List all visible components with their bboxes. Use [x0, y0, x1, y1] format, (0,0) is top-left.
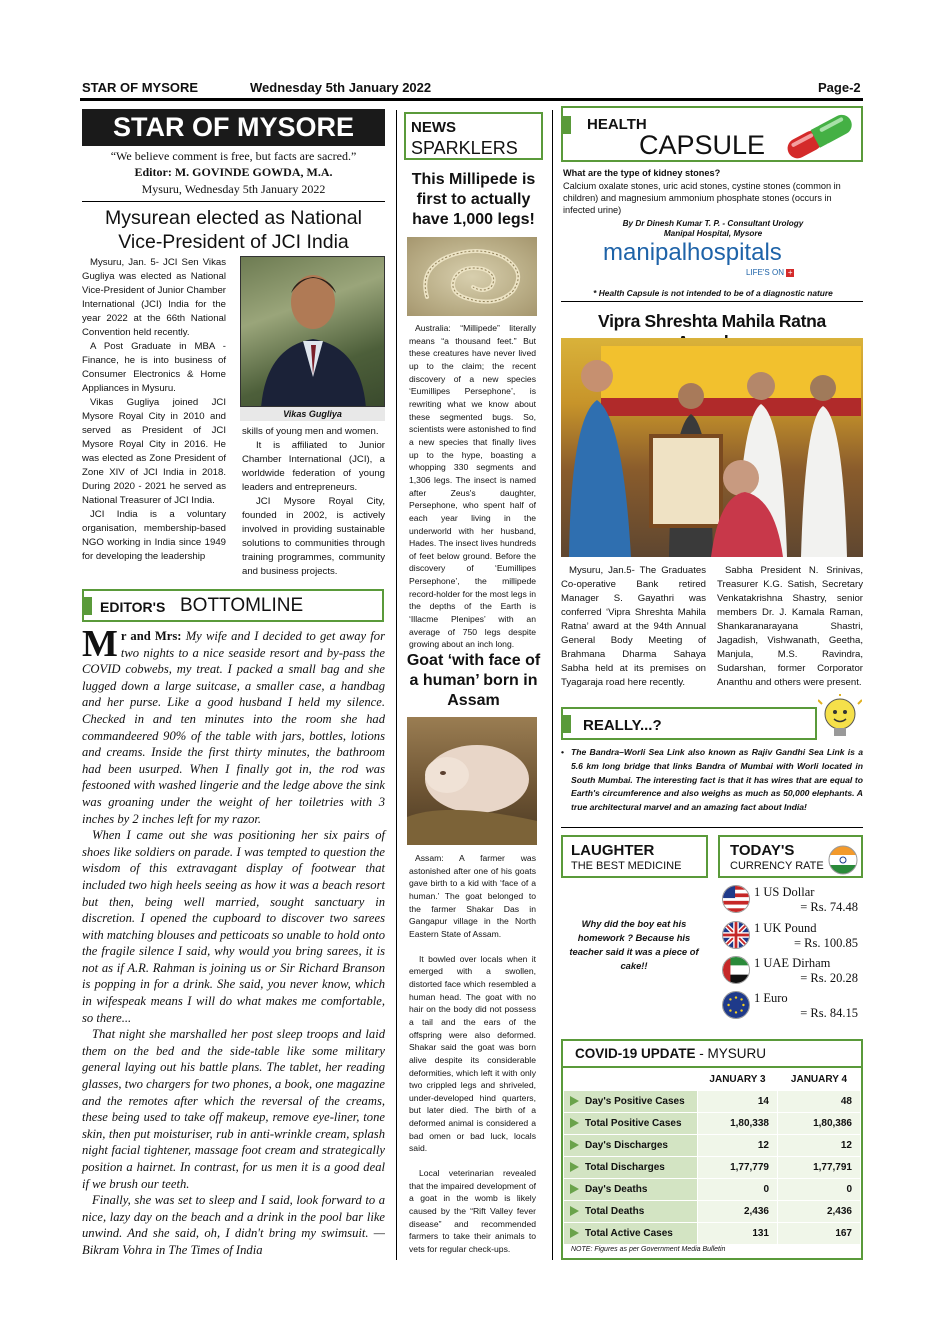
masthead-motto: “We believe comment is free, but facts are sacred.” — [110, 149, 357, 163]
covid-value: 12 — [698, 1135, 778, 1157]
goat-photo — [407, 717, 537, 845]
uk-flag-icon — [722, 921, 750, 949]
currency-name: 1 UK Pound — [754, 921, 817, 935]
dropcap: M — [82, 623, 118, 665]
sparklers-title-box — [404, 112, 543, 160]
jci-paragraph: skills of young men and women. — [242, 426, 379, 437]
really-text — [561, 746, 863, 815]
health-title-box — [561, 106, 863, 162]
person-portrait-icon — [241, 257, 385, 407]
covid-value: 1,80,338 — [698, 1113, 778, 1135]
bottomline-lead: r and Mrs: — [120, 629, 182, 643]
masthead-dateline: Mysuru, Wednesday 5th January 2022 — [141, 182, 326, 196]
table-row — [564, 1113, 861, 1135]
title-accent — [82, 597, 92, 615]
laughter-joke: Why did the boy eat his homework ? Because his teacher said it was a piece of cake!! — [569, 918, 699, 971]
covid-value: 167 — [778, 1223, 861, 1245]
millipede-body — [409, 322, 536, 651]
jci-column-2 — [242, 425, 385, 579]
millipede-paragraph: Australia: “Millipede” literally means “a thousand feet.” But these creatures have never lived up to the claim; the recent discovery of a new species ‘Eumillipes Persephone’, is rewriting what we know about these segmented bugs. So, scientists were astonished to find a new species that finally lives up to the hype, boasting a whopping 330 segments and 1,306 legs. The insect is named after Zeus's daughter, Persephone, who spent half of each year living in the underworld with her husband, Hades. The insect lives hundreds of feet below ground. Before the discovery of ‘Eumillipes Persephone’, the millipede record-holder for the most legs in the depths of the Earth is ‘Illacme Plenipes’ with an average of 750 legs despite growing about an inch long. — [409, 323, 536, 650]
covid-value: 12 — [778, 1135, 861, 1157]
title-accent — [561, 715, 571, 733]
arrow-right-icon — [570, 1140, 579, 1150]
laughter-title: LAUGHTER — [571, 842, 655, 859]
manipal-logo-b: hospitals — [687, 239, 782, 266]
laughter-subtitle: THE BEST MEDICINE — [571, 860, 682, 872]
vipra-column-2 — [717, 564, 863, 690]
arrow-right-icon — [570, 1228, 579, 1238]
covid-value: 2,436 — [778, 1201, 861, 1223]
currency-row-usd — [720, 883, 862, 917]
currency-value: = Rs. 100.85 — [793, 936, 858, 950]
covid-header-blank — [564, 1069, 698, 1091]
arrow-right-icon — [570, 1206, 579, 1216]
covid-row-label: Total Deaths — [564, 1201, 698, 1223]
jci-column-1 — [82, 256, 226, 564]
section-rule — [561, 827, 863, 828]
covid-title — [563, 1041, 861, 1068]
plus-cross-icon: + — [787, 267, 793, 277]
jci-paragraph: It is affiliated to Junior Chamber International (JCI), a worldwide federation of young leaders and entrepreneurs. — [242, 440, 385, 493]
health-label-b: CAPSULE — [639, 130, 766, 160]
covid-value: 1,77,779 — [698, 1157, 778, 1179]
bottomline-paragraph: Finally, she was set to sleep and I said, look forward to a nice, lazy day on the beach and a drink in the pool bar like unwind. And she said, oh, I didn't bring my swimsuit. — Bikram Vohra in The Times of India — [82, 1193, 385, 1257]
covid-value: 0 — [698, 1179, 778, 1201]
vipra-paragraph: Sabha President N. Srinivas, Treasurer K.G. Satish, Secretary Venkatakrishna Shastry, senior members Dr. J. Kamala Raman, Shankaranarayana Shastri, Jagadish, Vishwanath, Geetha, Manjula, M.S. Ravindra, Sudarshan, former Corporator Ananthu and others were present. — [717, 565, 863, 688]
bottomline-paragraph: That night she marshalled her post sleep troops and laid them on the bed and the side-table like some military general laying out his battle plans. The tablet, her reading glasses, two chargers for two phones, a book, one magazine and the remotes after which the reversal of the creams, these being used to take off makeup, remove eye-liner, tone skin, then put moisturiser, rub in anti-wrinkle cream, splash night facial tightener, massage foot cream and strategically position a hairnet. In contrast, for us men it is a good deal if we brush our teeth. — [82, 1027, 385, 1191]
bottomline-title-box — [82, 589, 384, 622]
goat-paragraph: Local veterinarian revealed that the impaired development of a goat in the womb is likely caused by the “Rift Valley fever disease” and recommended farmers to take their animals to vets for regular check-ups. — [409, 1168, 536, 1255]
eu-flag-icon — [722, 991, 750, 1019]
column-divider — [552, 110, 553, 1260]
currency-name: 1 Euro — [754, 991, 788, 1005]
covid-value: 1,77,791 — [778, 1157, 861, 1179]
laughter-title-box — [561, 835, 708, 878]
table-row — [564, 1157, 861, 1179]
currency-title: TODAY'S — [730, 842, 795, 859]
covid-note: NOTE: Figures as per Government Media Bulletin — [571, 1246, 726, 1253]
masthead-editor: Editor: M. GOVINDE GOWDA, M.A. — [134, 165, 333, 179]
bottomline-paragraph: When I came out she was positioning her six pairs of shoes like soldiers on parade. I was tempted to question the wisdom of this extravagant display of footwear that included two high heels seeing as how it was a beach resort but then, being well married, sought sanctuary in discretion. I opened the cupboard to discover two sarees with matching blouses and petticoats so unable to hold onto the fragile silence I said, why would you bring sarees, it is not as if A.R. Rahman is joining us or Sir Richard Branson is popping in for a drink. She said, you never know, which in wifespeak means I will do what makes me comfortable, so there... — [82, 828, 385, 1025]
goat-paragraph: It bowled over locals when it emerged with a swollen, distorted face which resembled a human head. The goat with no hair on the body did not possess a tail and the ears of the offspring were also deformed. Shakar said the goat was born alive despite its considerable deformities, which left it with only two crippled legs and shriveled, under-developed hind quarters, but later died. The birth of a deformed animal is considered a bad omen or bad luck, locals said. — [409, 953, 536, 1154]
jci-paragraph: JCI India is a voluntary organisation, membership-based NGO working in India since 1949 for developing the leadership — [82, 509, 226, 562]
covid-table-header — [564, 1069, 861, 1091]
covid-row-label: Total Active Cases — [564, 1223, 698, 1245]
currency-name: 1 UAE Dirham — [754, 956, 831, 970]
covid-row-label: Total Positive Cases — [564, 1113, 698, 1135]
goat-headline: Goat ‘with face of a human’ born in Assam — [406, 652, 541, 709]
jci-paragraph: Vikas Gugliya joined JCI Mysore Royal City in 2010 and served as President of JCI Mysore Royal City in 2016. He was elected as Zone President of Zone XIV of JCI India in 2018. During 2020 - 2021 he served as National Treasurer of JCI India. — [82, 397, 226, 506]
india-flag-icon — [828, 845, 858, 875]
covid-value: 1,80,386 — [778, 1113, 861, 1135]
arrow-right-icon — [570, 1118, 579, 1128]
award-ceremony-photo — [561, 338, 863, 557]
covid-value: 48 — [778, 1091, 861, 1113]
manipal-logo-a: manipal — [603, 239, 688, 266]
title-accent — [561, 116, 571, 134]
masthead-rule — [82, 201, 385, 202]
covid-row-label: Day's Discharges — [564, 1135, 698, 1157]
goat-paragraph: Assam: A farmer was astonished after one of his goats gave birth to a kid with ‘face of a human.’ The goat belonged to the farmer Shakar Das in Gangapur village in the North Eastern State of Assam. — [409, 853, 536, 939]
manipal-tagline — [746, 268, 794, 277]
goat-body — [409, 852, 536, 1256]
lightbulb-icon — [818, 694, 862, 744]
covid-update-box — [561, 1039, 863, 1260]
table-row — [564, 1201, 861, 1223]
covid-row-label: Total Discharges — [564, 1157, 698, 1179]
currency-row-eur — [720, 989, 862, 1023]
arrow-right-icon — [570, 1162, 579, 1172]
covid-title-a: COVID-19 UPDATE — [575, 1046, 696, 1061]
currency-row-gbp — [720, 919, 862, 953]
currency-value: = Rs. 20.28 — [800, 971, 858, 985]
vipra-headline: Vipra Shreshta Mahila Ratna — [598, 311, 826, 331]
bullet-icon: • — [561, 747, 565, 757]
covid-value: 2,436 — [698, 1201, 778, 1223]
arrow-right-icon — [570, 1184, 579, 1194]
covid-row-label: Day's Deaths — [564, 1179, 698, 1201]
covid-header-jan3: JANUARY 3 — [698, 1069, 778, 1091]
millipede-photo — [407, 237, 537, 316]
currency-value: = Rs. 74.48 — [800, 900, 858, 914]
bottomline-body — [82, 623, 385, 1259]
us-flag-icon — [722, 885, 750, 913]
jci-paragraph: JCI Mysore Royal City, founded in 2002, is actively involved in providing sustainable solutions to communities through training programmes, community and business projects. — [242, 496, 385, 577]
table-row — [564, 1135, 861, 1157]
manipal-logo — [603, 238, 782, 268]
health-hospital: Manipal Hospital, Mysore — [663, 229, 763, 238]
section-rule — [561, 301, 863, 302]
covid-value: 14 — [698, 1091, 778, 1113]
currency-name: 1 US Dollar — [754, 885, 815, 899]
covid-value: 131 — [698, 1223, 778, 1245]
table-row — [564, 1223, 861, 1245]
vikas-gugliya-photo — [240, 256, 385, 407]
photo-caption: Vikas Gugliya — [240, 407, 385, 421]
covid-value: 0 — [778, 1179, 861, 1201]
masthead-title: STAR OF MYSORE — [82, 109, 385, 146]
sparklers-label-b: SPARKLERS — [411, 138, 518, 158]
health-label-a: HEALTH — [587, 116, 647, 133]
table-row — [564, 1091, 861, 1113]
goat-kid-icon — [407, 717, 537, 845]
capsule-pill-icon — [779, 112, 863, 162]
health-byline: By Dr Dinesh Kumar T. P. - Consultant Urology — [622, 219, 804, 228]
covid-table — [563, 1068, 861, 1245]
award-ceremony-icon — [561, 338, 863, 557]
header-paper-name: STAR OF MYSORE — [82, 80, 199, 95]
bottomline-title-b: BOTTOMLINE — [180, 595, 304, 616]
covid-header-jan4: JANUARY 4 — [778, 1069, 861, 1091]
really-body: The Bandra–Worli Sea Link also known as Rajiv Gandhi Sea Link is a 5.6 km long bridge that links Bandra of Mumbai with Worli located in South Mumbai. The interesting fact is that it has wires that are equal to Earth's circumference and also weighs as much as 50,000 elephants. A true architectural marvel and an amazing fact about India! — [571, 747, 863, 813]
currency-title-box — [718, 835, 863, 878]
header-date: Wednesday 5th January 2022 — [250, 80, 432, 95]
currency-subtitle: CURRENCY RATE — [730, 860, 824, 872]
uae-flag-icon — [722, 956, 750, 984]
table-row — [564, 1179, 861, 1201]
jci-headline: Mysurean elected as National Vice-President of JCI India — [105, 207, 362, 253]
millipede-icon — [407, 237, 537, 316]
really-title-box — [561, 707, 817, 740]
jci-paragraph: Mysuru, Jan. 5- JCI Sen Vikas Gugliya was elected as National Vice-President of Junior Chamber International (JCI) India for the year 2022 at the 66th National Convention held recently. — [82, 257, 226, 338]
vipra-column-1 — [561, 564, 706, 690]
really-title: REALLY...? — [583, 717, 662, 734]
currency-value: = Rs. 84.15 — [800, 1006, 858, 1020]
sparklers-label-a: NEWS — [411, 119, 456, 136]
health-question: What are the type of kidney stones? — [563, 168, 721, 178]
bottomline-paragraph: My wife and I decided to get away for two nights to a nice seaside resort and by-pass the COVID cobwebs, my treat. I packed a small bag and she lugged down a large suitcase, a smaller case, a handbag and her purse. Like a good husband I held my silence. Checked in and ten minutes into the room she had commandeered 90% of the table with jars, bottles, lotions and creams. Inside the first thirty minutes, the bathroom had been usurped. When I finally got in, the rod was festooned with washed lingerie and the ledge above the sink was groaning under the weight of her toiletries with 3 inches by 2 inches left for my razor. — [82, 629, 385, 826]
health-disclaimer: * Health Capsule is not intended to be of a diagnostic nature — [593, 288, 833, 298]
covid-title-b: - MYSURU — [699, 1046, 767, 1061]
health-answer: Calcium oxalate stones, uric acid stones, cystine stones (common in children) and magnesium ammonium phosphate stones (occurs in infected urine) — [563, 181, 841, 215]
header-page-number: Page-2 — [818, 80, 861, 95]
column-divider — [396, 110, 397, 1260]
vipra-paragraph: Mysuru, Jan.5- The Graduates Co-operative Bank retired Manager S. Gayathri was conferred ‘Vipra Shreshta Mahila Ratna’ award at the 94th Annual General Body Meeting of Brahmana Dharma Sahaya Sabha held at its premises on Tyagaraja road here recently. — [561, 565, 706, 688]
currency-row-aed — [720, 954, 862, 988]
covid-row-label: Day's Positive Cases — [564, 1091, 698, 1113]
bottomline-title-a: EDITOR'S — [100, 599, 166, 615]
header-rule — [80, 98, 863, 101]
arrow-right-icon — [570, 1096, 579, 1106]
millipede-headline: This Millipede is first to actually have 1,000 legs! — [411, 171, 536, 228]
manipal-tagline-text: LIFE'S ON — [746, 268, 784, 277]
jci-paragraph: A Post Graduate in MBA - Finance, he is into business of Consumer Electronics & Home Appliances in Mysuru. — [82, 341, 226, 394]
